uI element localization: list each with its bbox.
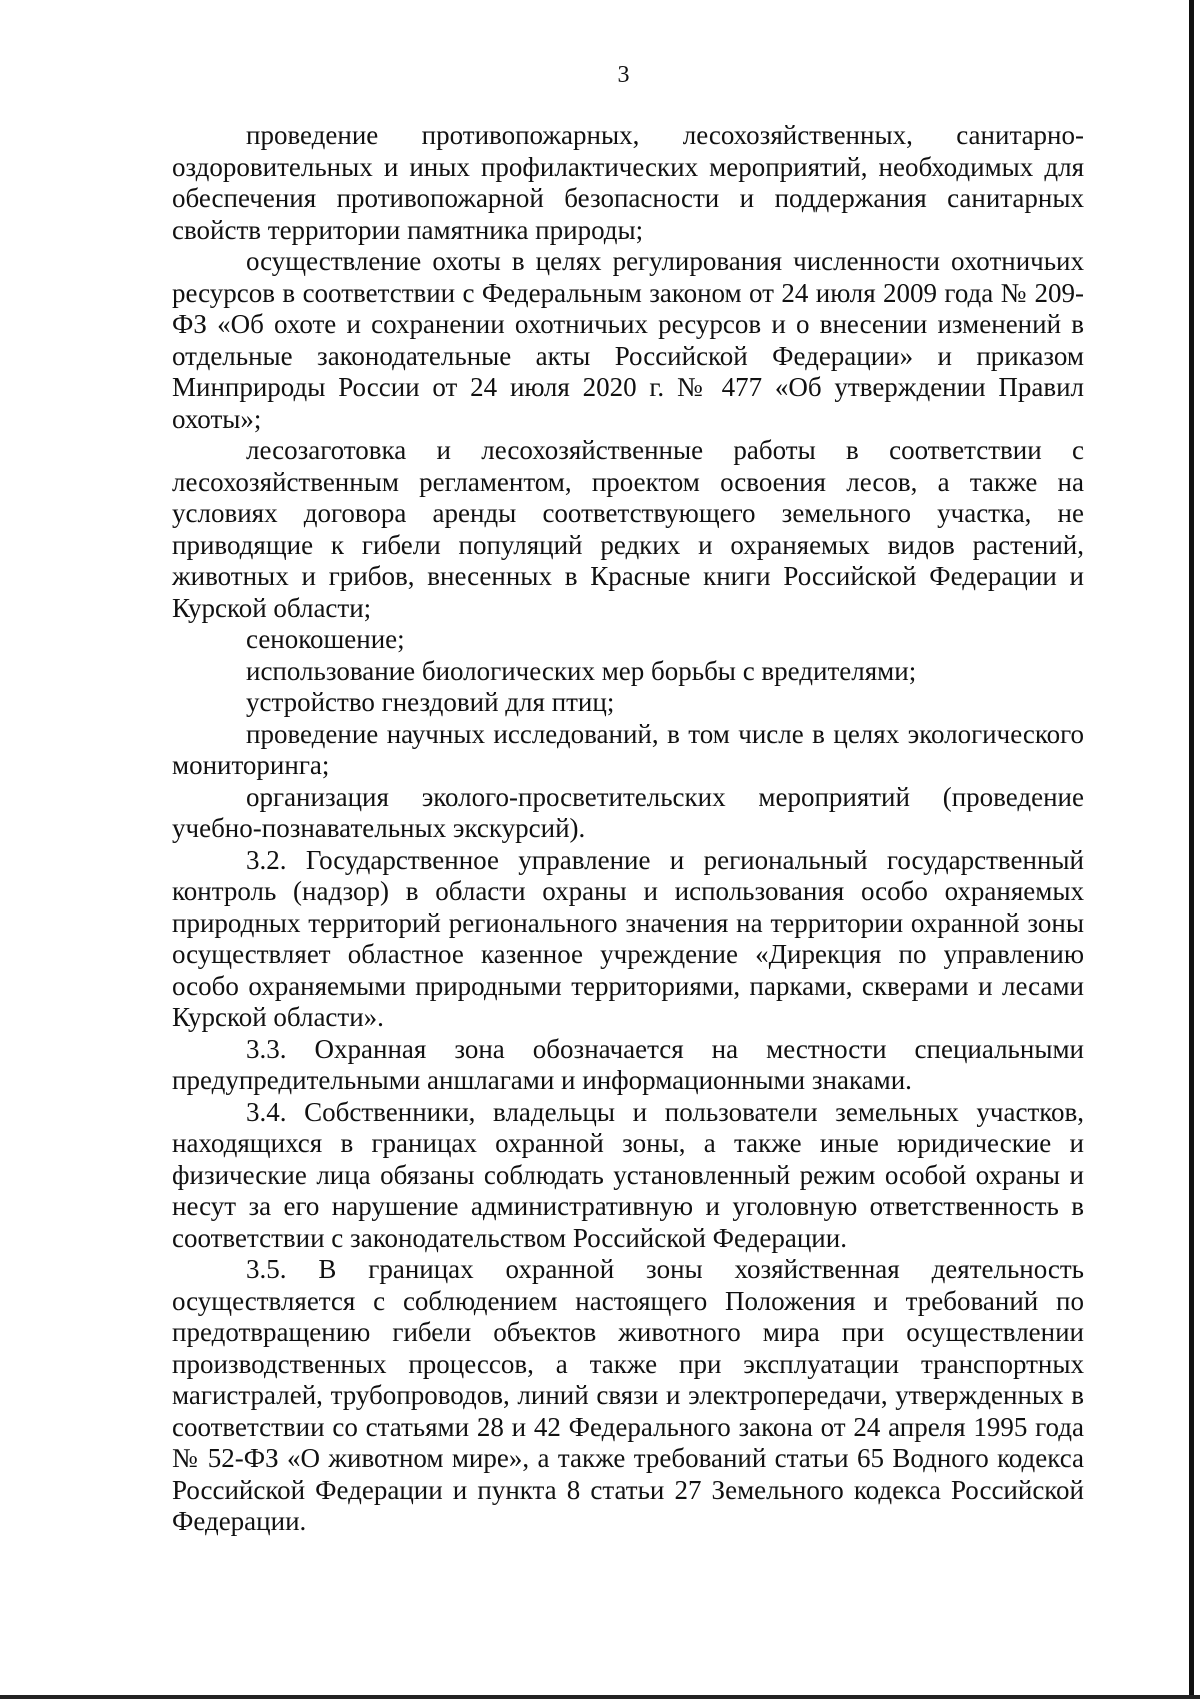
paragraph-logging: лесозаготовка и лесохозяйственные работы в соответствии с лесохозяйственным регламентом, проектом освоения лесов, а также на условиях договора аренды соответствующего земельного участка, не приводящие к гибели популяций редких и охраняемых видов растений, животных и грибов, внесенных в Красные книги Российской Федерации и Курской области; bbox=[172, 435, 1084, 623]
paragraph-3-2: 3.2. Государственное управление и региональный государственный контроль (надзор) в области охраны и использования особо охраняемых природных территорий регионального значения на территории охранной зоны осуществляет областное казенное учреждение «Дирекция по управлению особо охраняемыми природными территориями, парками, скверами и лесами Курской области». bbox=[172, 844, 1084, 1032]
page-number: 3 bbox=[617, 62, 630, 88]
paragraph-hunting: осуществление охоты в целях регулирования численности охотничьих ресурсов в соответствии с Федеральным законом от 24 июля 2009 года № 209-ФЗ «Об охоте и сохранении охотничьих ресурсов и о внесении изменений в отдельные законодательные акты Российской Федерации» и приказом Минприроды России от 24 июля 2020 г. № 477 «Об утверждении Правил охоты»; bbox=[172, 246, 1084, 434]
paragraph-3-5: 3.5. В границах охранной зоны хозяйственная деятельность осуществляется с соблюдением настоящего Положения и требований по предотвращению гибели объектов животного мира при осуществлении производственных процессов, а также при эксплуатации транспортных магистралей, трубопроводов, линий связи и электропередачи, утвержденных в соответствии со статьями 28 и 42 Федерального закона от 24 апреля 1995 года № 52-ФЗ «О животном мире», а также требований статьи 65 Водного кодекса Российской Федерации и пункта 8 статьи 27 Земельного кодекса Российской Федерации. bbox=[172, 1254, 1084, 1536]
scan-edge-right bbox=[1189, 0, 1194, 1699]
paragraph-education: организация эколого-просветительских мероприятий (проведение учебно-познавательных экскурсий). bbox=[172, 781, 1084, 843]
paragraph-nesting: устройство гнездовий для птиц; bbox=[246, 687, 615, 717]
paragraph-3-3: 3.3. Охранная зона обозначается на местности специальными предупредительными аншлагами и информационными знаками. bbox=[172, 1033, 1084, 1095]
paragraph-research: проведение научных исследований, в том числе в целях экологического мониторинга; bbox=[172, 718, 1084, 780]
scan-edge-bottom bbox=[0, 1695, 1200, 1699]
paragraph-3-4: 3.4. Собственники, владельцы и пользователи земельных участков, находящихся в границах охранной зоны, а также иные юридические и физические лица обязаны соблюдать установленный режим особой охраны и несут за его нарушение административную и уголовную ответственность в соответствии с законодательством Российской Федерации. bbox=[172, 1096, 1084, 1253]
paragraph-haymaking: сенокошение; bbox=[246, 624, 405, 654]
paragraph-fire-prevention: проведение противопожарных, лесохозяйственных, санитарно-оздоровительных и иных профилактических мероприятий, необходимых для обеспечения противопожарной безопасности и поддержания санитарных свойств территории памятника природы; bbox=[172, 120, 1084, 245]
document-body bbox=[172, 120, 1084, 1538]
paragraph-pest-control: использование биологических мер борьбы с вредителями; bbox=[246, 655, 917, 686]
